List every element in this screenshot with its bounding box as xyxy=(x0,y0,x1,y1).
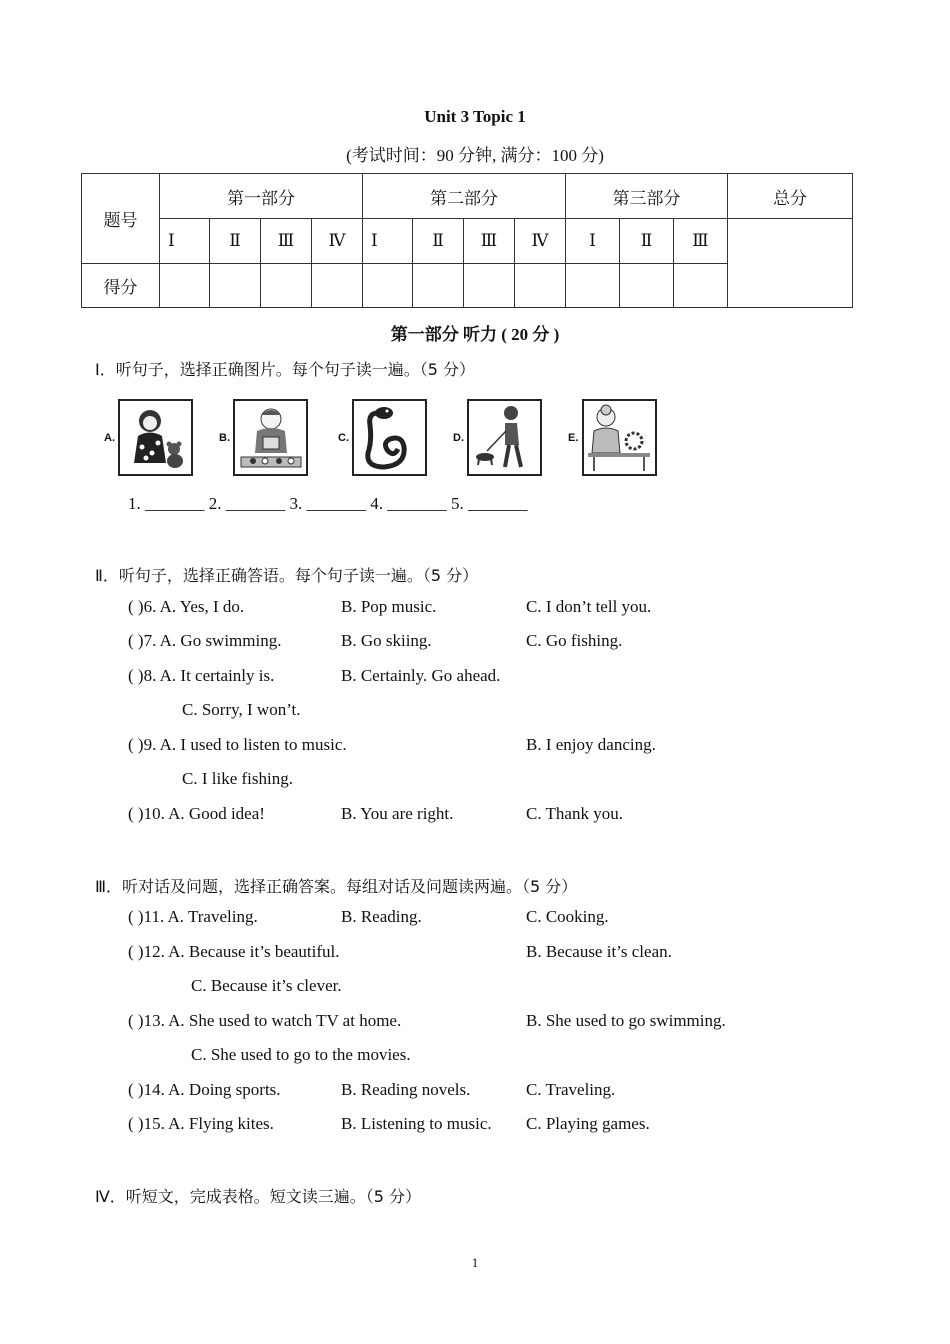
score-table xyxy=(81,173,853,308)
question-14-option-c[interactable]: C. Traveling. xyxy=(526,1080,616,1099)
col-header: Ⅱ xyxy=(620,219,674,264)
question-heading-1: Ⅰ．听句子，选择正确图片。每个句子读一遍。（5 分） xyxy=(95,360,475,379)
page-number: 1 xyxy=(471,1255,479,1270)
part2-header: 第二部分 xyxy=(363,174,566,219)
score-cell[interactable] xyxy=(515,264,566,308)
question-11-option-b[interactable]: B. Reading. xyxy=(341,907,422,926)
col-header: Ⅱ xyxy=(210,219,261,264)
section-heading-listening: 第一部分 听力 ( 20 分 ) xyxy=(390,325,560,344)
total-header: 总分 xyxy=(728,174,853,219)
score-cell[interactable] xyxy=(413,264,464,308)
col-header: Ⅰ xyxy=(363,219,413,264)
question-8-option-c[interactable]: C. Sorry, I won’t. xyxy=(182,700,301,719)
col-header: Ⅱ xyxy=(413,219,464,264)
picture-label: A. xyxy=(104,432,115,444)
col-header: Ⅳ xyxy=(312,219,363,264)
girl-with-teddy-bear-icon xyxy=(118,399,193,476)
question-13-option-b[interactable]: B. She used to go swimming. xyxy=(526,1011,726,1030)
question-9-stem[interactable]: ( )9. A. I used to listen to music. xyxy=(128,735,347,754)
question-7-option-c[interactable]: C. Go fishing. xyxy=(526,631,623,650)
score-cell[interactable] xyxy=(210,264,261,308)
question-10-option-b[interactable]: B. You are right. xyxy=(341,804,454,823)
part1-header: 第一部分 xyxy=(160,174,363,219)
total-score-cell[interactable] xyxy=(728,219,853,308)
question-15-option-c[interactable]: C. Playing games. xyxy=(526,1114,650,1133)
score-cell[interactable] xyxy=(464,264,515,308)
answer-blanks-1-5[interactable]: 1. _______ 2. _______ 3. _______ 4. _______ 5. _______ xyxy=(128,494,528,513)
question-8-stem[interactable]: ( )8. A. It certainly is. xyxy=(128,666,275,685)
question-12-stem[interactable]: ( )12. A. Because it’s beautiful. xyxy=(128,942,340,961)
picture-label: B. xyxy=(219,432,230,444)
col-header: Ⅰ xyxy=(160,219,210,264)
question-10-stem[interactable]: ( )10. A. Good idea! xyxy=(128,804,265,823)
man-walking-dog-icon xyxy=(467,399,542,476)
picture-label: C. xyxy=(338,432,349,444)
question-13-option-c[interactable]: C. She used to go to the movies. xyxy=(191,1045,411,1064)
col-header: Ⅰ xyxy=(566,219,620,264)
picture-label: D. xyxy=(453,432,464,444)
question-heading-2: Ⅱ．听句子，选择正确答语。每个句子读一遍。（5 分） xyxy=(95,566,479,585)
question-6-stem[interactable]: ( )6. A. Yes, I do. xyxy=(128,597,245,616)
question-12-option-c[interactable]: C. Because it’s clever. xyxy=(191,976,342,995)
question-15-stem[interactable]: ( )15. A. Flying kites. xyxy=(128,1114,274,1133)
question-6-option-b[interactable]: B. Pop music. xyxy=(341,597,437,616)
score-cell[interactable] xyxy=(620,264,674,308)
page-title: Unit 3 Topic 1 xyxy=(424,107,526,126)
part3-header: 第三部分 xyxy=(566,174,728,219)
col-header: Ⅲ xyxy=(674,219,728,264)
score-label: 得分 xyxy=(82,264,160,308)
grandma-knitting-icon xyxy=(582,399,657,476)
question-7-stem[interactable]: ( )7. A. Go swimming. xyxy=(128,631,282,650)
question-9-option-c[interactable]: C. I like fishing. xyxy=(182,769,293,788)
score-cell[interactable] xyxy=(160,264,210,308)
question-13-stem[interactable]: ( )13. A. She used to watch TV at home. xyxy=(128,1011,402,1030)
question-15-option-b[interactable]: B. Listening to music. xyxy=(341,1114,492,1133)
score-cell[interactable] xyxy=(566,264,620,308)
question-6-option-c[interactable]: C. I don’t tell you. xyxy=(526,597,652,616)
question-7-option-b[interactable]: B. Go skiing. xyxy=(341,631,432,650)
col-header: Ⅳ xyxy=(515,219,566,264)
score-cell[interactable] xyxy=(261,264,312,308)
question-11-stem[interactable]: ( )11. A. Traveling. xyxy=(128,907,258,926)
picture-label: E. xyxy=(568,432,579,444)
question-10-option-c[interactable]: C. Thank you. xyxy=(526,804,623,823)
score-cell[interactable] xyxy=(312,264,363,308)
question-9-option-b[interactable]: B. I enjoy dancing. xyxy=(526,735,656,754)
question-14-option-b[interactable]: B. Reading novels. xyxy=(341,1080,471,1099)
score-cell[interactable] xyxy=(674,264,728,308)
question-11-option-c[interactable]: C. Cooking. xyxy=(526,907,609,926)
boy-playing-chess-icon xyxy=(233,399,308,476)
col-header: Ⅲ xyxy=(464,219,515,264)
snake-icon xyxy=(352,399,427,476)
question-14-stem[interactable]: ( )14. A. Doing sports. xyxy=(128,1080,281,1099)
col-header: Ⅲ xyxy=(261,219,312,264)
exam-info: (考试时间：90 分钟, 满分：100 分) xyxy=(346,146,604,165)
question-12-option-b[interactable]: B. Because it’s clean. xyxy=(526,942,672,961)
question-heading-3: Ⅲ．听对话及问题，选择正确答案。每组对话及问题读两遍。（5 分） xyxy=(95,877,578,896)
score-cell[interactable] xyxy=(363,264,413,308)
question-heading-4: Ⅳ．听短文，完成表格。短文读三遍。（5 分） xyxy=(95,1187,422,1206)
question-number-label: 题号 xyxy=(82,174,160,264)
question-8-option-b[interactable]: B. Certainly. Go ahead. xyxy=(341,666,501,685)
